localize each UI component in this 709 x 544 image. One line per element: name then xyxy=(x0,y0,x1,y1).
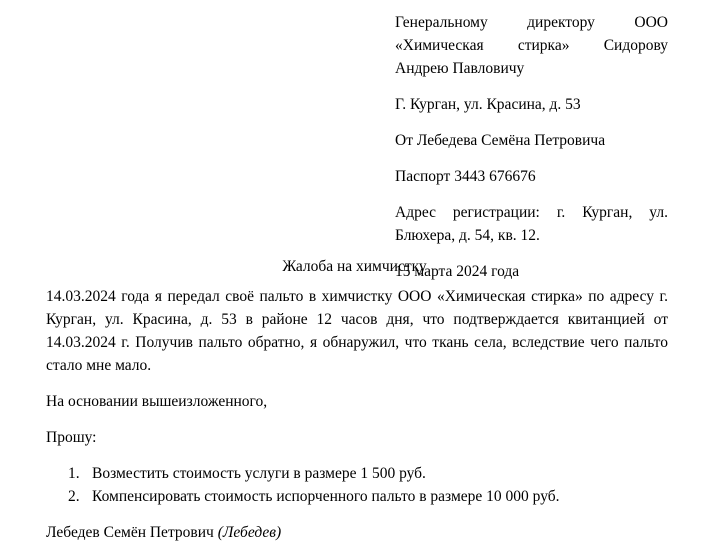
document-date: 15 марта 2024 года xyxy=(395,263,520,280)
registration-address xyxy=(395,201,668,247)
addressee-line-2 xyxy=(395,34,668,57)
list-item xyxy=(46,485,668,508)
registration-line-2: Блюхера, д. 54, кв. 12. xyxy=(395,227,540,244)
registration-line-1 xyxy=(395,201,668,224)
registration-word: Курган, xyxy=(582,204,633,221)
addressee-line-1 xyxy=(395,11,668,34)
document-title: Жалоба на химчистку xyxy=(282,258,427,275)
complaint-paragraph: 14.03.2024 года я передал своё пальто в химчистку ООО «Химическая стирка» по адресу г. Курган, ул. Красина, д. 53 в районе 12 часов дня, что подтверждается квитанцией от 14.03.2024 г. Получив пальто обратно, я обнаружил, что ткань села, вследствие чего пальто стало мне мало. xyxy=(46,288,668,374)
request-label: Прошу: xyxy=(46,429,97,446)
addressee-block xyxy=(395,11,668,80)
document-header xyxy=(395,11,668,283)
sender-name: От Лебедева Семёна Петровича xyxy=(395,132,606,149)
addressee-word: «Химическая xyxy=(395,37,484,54)
document-body xyxy=(46,285,668,544)
request-list xyxy=(46,462,668,508)
addressee-word: ООО xyxy=(634,14,668,31)
registration-word: ул. xyxy=(649,204,668,221)
list-item-text: Компенсировать стоимость испорченного пальто в размере 10 000 руб. xyxy=(92,488,560,505)
basis-paragraph: На основании вышеизложенного, xyxy=(46,393,268,410)
registration-word: Адрес xyxy=(395,204,436,221)
list-item-number: 2. xyxy=(68,488,80,505)
signature-name: Лебедев Семён Петрович xyxy=(46,524,218,541)
addressee-word: Генеральному xyxy=(395,14,488,31)
addressee-word: стирка» xyxy=(517,37,570,54)
handwritten-signature: (Лебедев) xyxy=(217,524,282,541)
registration-word: регистрации: xyxy=(452,204,540,221)
addressee-line-3: Андрею Павловичу xyxy=(395,60,525,77)
registration-word: г. xyxy=(556,204,566,221)
signature-line xyxy=(46,521,668,544)
company-address: Г. Курган, ул. Красина, д. 53 xyxy=(395,96,581,113)
list-item-text: Возместить стоимость услуги в размере 1 500 руб. xyxy=(92,465,426,482)
addressee-word: директору xyxy=(527,14,595,31)
addressee-word: Сидорову xyxy=(603,37,668,54)
list-item xyxy=(46,462,668,485)
passport-info: Паспорт 3443 676676 xyxy=(395,168,536,185)
list-item-number: 1. xyxy=(68,465,80,482)
